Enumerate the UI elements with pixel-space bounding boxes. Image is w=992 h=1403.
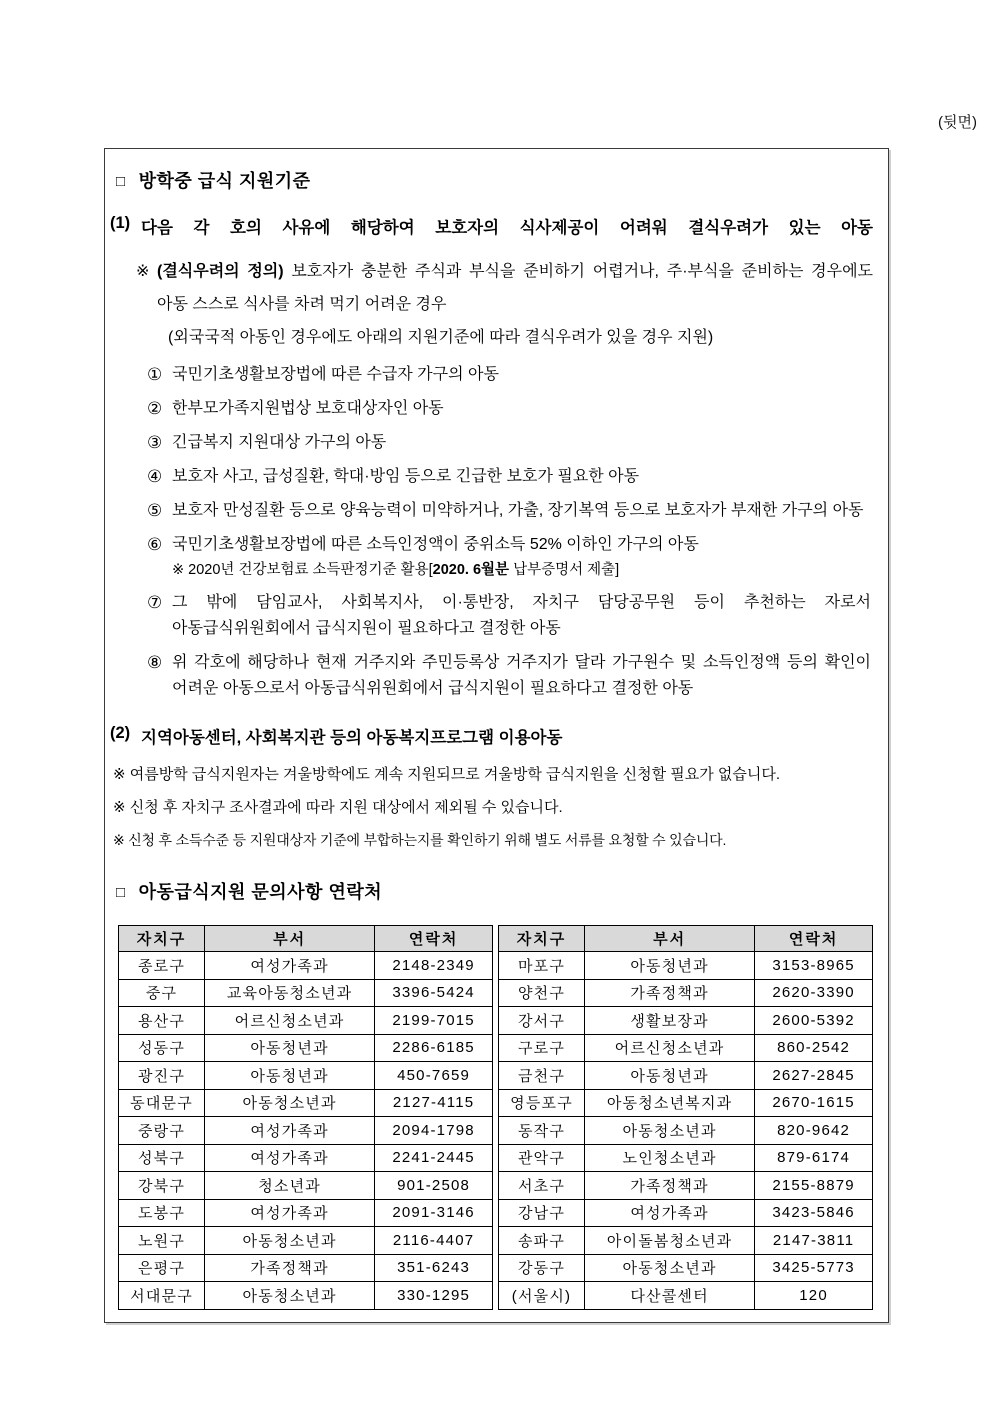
cell-department: 청소년과 — [205, 1172, 375, 1200]
cell-phone: 860-2542 — [755, 1034, 873, 1062]
column-header-department: 부서 — [205, 926, 375, 952]
cell-department: 아이돌봄청소년과 — [585, 1227, 755, 1255]
cell-department: 생활보장과 — [585, 1007, 755, 1035]
table-row — [499, 1282, 873, 1310]
numbered-item-text: 보호자 사고, 급성질환, 학대·방임 등으로 긴급한 보호가 필요한 아동 — [172, 468, 640, 485]
cell-phone: 2147-3811 — [755, 1227, 873, 1255]
cell-phone: 901-2508 — [375, 1172, 493, 1200]
table-row — [499, 1117, 873, 1145]
table-row — [119, 1034, 493, 1062]
cell-department: 아동청년과 — [205, 1034, 375, 1062]
cell-phone: 2094-1798 — [375, 1117, 493, 1145]
cell-district: 강남구 — [499, 1199, 585, 1227]
back-side-label: (뒷면) — [938, 114, 977, 131]
cell-department: 아동청소년과 — [205, 1227, 375, 1255]
numbered-item-text: 국민기초생활보장법에 따른 수급자 가구의 아동 — [172, 366, 499, 383]
table-row — [119, 1227, 493, 1255]
subsection-2-title-text: 지역아동센터, 사회복지관 등의 아동복지프로그램 이용아동 — [141, 729, 563, 747]
cell-phone: 879-6174 — [755, 1144, 873, 1172]
notice-line: ※ 신청 후 소득수준 등 지원대상자 기준에 부합하는지를 확인하기 위해 별도 서류를 요청할 수 있습니다. — [113, 832, 727, 848]
cell-department: 여성가족과 — [205, 1144, 375, 1172]
table-row — [119, 1172, 493, 1200]
table-header-row — [119, 926, 493, 952]
cell-phone: 3396-5424 — [375, 979, 493, 1007]
table-row — [499, 952, 873, 980]
cell-district: 서초구 — [499, 1172, 585, 1200]
table-row — [119, 952, 493, 980]
table-row — [499, 979, 873, 1007]
table-row — [499, 1254, 873, 1282]
cell-phone: 330-1295 — [375, 1282, 493, 1310]
cell-phone: 2286-6185 — [375, 1034, 493, 1062]
cell-district: (서울시) — [499, 1282, 585, 1310]
cell-department: 아동청소년복지과 — [585, 1089, 755, 1117]
cell-department: 여성가족과 — [205, 1117, 375, 1145]
numbered-item — [147, 650, 873, 702]
cell-department: 아동청소년과 — [205, 1089, 375, 1117]
cell-district: 성동구 — [119, 1034, 205, 1062]
cell-department: 아동청소년과 — [205, 1282, 375, 1310]
cell-department: 아동청년과 — [205, 1062, 375, 1090]
table-row — [499, 1089, 873, 1117]
definition-text — [157, 255, 873, 321]
cell-phone: 2091-3146 — [375, 1199, 493, 1227]
item-subnote: ※ 2020년 건강보험료 소득판정기준 활용[2020. 6월분 납부증명서 제출] — [172, 562, 620, 578]
table-row — [499, 1144, 873, 1172]
cell-district: 종로구 — [119, 952, 205, 980]
numbered-item — [147, 362, 873, 388]
numbered-item — [147, 396, 873, 422]
circled-number-icon: ③ — [147, 433, 163, 452]
subsection-1-title-text: 다음 각 호의 사유에 해당하여 보호자의 식사제공이 어려워 결식우려가 있는 아동 — [141, 219, 873, 237]
cell-department: 가족정책과 — [205, 1254, 375, 1282]
cell-department: 여성가족과 — [205, 1199, 375, 1227]
definition-paragraph — [136, 255, 873, 321]
cell-district: 금천구 — [499, 1062, 585, 1090]
cell-department: 아동청년과 — [585, 952, 755, 980]
cell-district: 영등포구 — [499, 1089, 585, 1117]
cell-department: 아동청소년과 — [585, 1117, 755, 1145]
circled-number-icon: ⑧ — [147, 653, 163, 672]
cell-district: 구로구 — [499, 1034, 585, 1062]
numbered-item-list — [147, 362, 873, 702]
cell-phone: 2670-1615 — [755, 1089, 873, 1117]
circled-number-icon: ⑦ — [147, 593, 163, 612]
cell-department: 여성가족과 — [205, 952, 375, 980]
subsection-1-title — [110, 214, 873, 238]
square-bullet-icon: □ — [116, 884, 126, 901]
cell-district: 관악구 — [499, 1144, 585, 1172]
cell-district: 양천구 — [499, 979, 585, 1007]
table-row — [119, 1199, 493, 1227]
document-border-box — [104, 148, 889, 1323]
square-bullet-icon: □ — [116, 173, 126, 190]
definition-body-text: 보호자가 충분한 주식과 부식을 준비하기 어렵거나, 주·부식을 준비하는 경우에도 아동 스스로 식사를 차려 먹기 어려운 경우 — [157, 263, 874, 313]
definition-bold-label: (결식우려의 정의) — [157, 263, 284, 280]
cell-department: 아동청소년과 — [585, 1254, 755, 1282]
cell-phone: 120 — [755, 1282, 873, 1310]
cell-phone: 450-7659 — [375, 1062, 493, 1090]
table-row — [119, 1062, 493, 1090]
circled-number-icon: ④ — [147, 467, 163, 486]
cell-department: 교육아동청소년과 — [205, 979, 375, 1007]
cell-district: 강북구 — [119, 1172, 205, 1200]
cell-department: 어르신청소년과 — [585, 1034, 755, 1062]
table-header-row — [499, 926, 873, 952]
cell-phone: 2116-4407 — [375, 1227, 493, 1255]
cell-district: 중랑구 — [119, 1117, 205, 1145]
numbered-item — [147, 532, 873, 582]
cell-department: 가족정책과 — [585, 979, 755, 1007]
table-row — [119, 1254, 493, 1282]
numbered-item-text: 위 각호에 해당하나 현재 거주지와 주민등록상 거주지가 달라 가구원수 및 소득인정액 등의 확인이 어려운 아동으로서 아동급식위원회에서 급식지원이 필요하다고 결정한 아동 — [172, 654, 871, 697]
circled-number-icon: ⑤ — [147, 501, 163, 520]
cell-district: 동대문구 — [119, 1089, 205, 1117]
cell-district: 동작구 — [499, 1117, 585, 1145]
cell-phone: 2620-3390 — [755, 979, 873, 1007]
table-row — [499, 1172, 873, 1200]
cell-district: 용산구 — [119, 1007, 205, 1035]
column-header-phone: 연락처 — [375, 926, 493, 952]
cell-district: 송파구 — [499, 1227, 585, 1255]
cell-department: 노인청소년과 — [585, 1144, 755, 1172]
table-row — [499, 1227, 873, 1255]
table-row — [499, 1062, 873, 1090]
cell-department: 아동청년과 — [585, 1062, 755, 1090]
numbered-item — [147, 590, 873, 642]
circled-number-icon: ① — [147, 365, 163, 384]
cell-district: 노원구 — [119, 1227, 205, 1255]
subsection-1-marker: (1) — [110, 214, 131, 232]
cell-phone: 2199-7015 — [375, 1007, 493, 1035]
table-row — [119, 1282, 493, 1310]
numbered-item-text: 한부모가족지원법상 보호대상자인 아동 — [172, 400, 444, 417]
contact-table-right — [498, 925, 873, 1310]
column-header-phone: 연락처 — [755, 926, 873, 952]
section-heading-contacts-text: 아동급식지원 문의사항 연락처 — [138, 882, 383, 902]
cell-department: 어르신청소년과 — [205, 1007, 375, 1035]
cell-department: 다산콜센터 — [585, 1282, 755, 1310]
cell-phone: 2241-2445 — [375, 1144, 493, 1172]
cell-phone: 351-6243 — [375, 1254, 493, 1282]
numbered-item — [147, 498, 873, 524]
section-heading-text: 방학중 급식 지원기준 — [138, 171, 311, 191]
subsection-2-marker: (2) — [110, 724, 131, 742]
cell-district: 도봉구 — [119, 1199, 205, 1227]
section-heading-contacts — [116, 878, 873, 904]
table-row — [499, 1007, 873, 1035]
column-header-district: 자치구 — [119, 926, 205, 952]
item-subnote-bold: 2020. 6월분 — [432, 562, 510, 578]
cell-district: 중구 — [119, 979, 205, 1007]
cell-phone: 2600-5392 — [755, 1007, 873, 1035]
cell-phone: 2627-2845 — [755, 1062, 873, 1090]
column-header-department: 부서 — [585, 926, 755, 952]
cell-phone: 2148-2349 — [375, 952, 493, 980]
numbered-item-text: 그 밖에 담임교사, 사회복지사, 이·통반장, 자치구 담당공무원 등이 추천하는 자로서 아동급식위원회에서 급식지원이 필요하다고 결정한 아동 — [172, 594, 871, 637]
numbered-item — [147, 430, 873, 456]
table-row — [119, 1007, 493, 1035]
notice-list — [113, 758, 873, 857]
cell-phone: 2155-8879 — [755, 1172, 873, 1200]
table-row — [119, 1144, 493, 1172]
table-row — [119, 979, 493, 1007]
circled-number-icon: ⑥ — [147, 535, 163, 554]
table-row — [119, 1089, 493, 1117]
numbered-item-text: 보호자 만성질환 등으로 양육능력이 미약하거나, 가출, 장기복역 등으로 보호자가 부재한 가구의 아동 — [172, 502, 864, 519]
reference-mark-icon: ※ — [136, 263, 150, 280]
circled-number-icon: ② — [147, 399, 163, 418]
numbered-item — [147, 464, 873, 490]
column-header-district: 자치구 — [499, 926, 585, 952]
cell-phone: 2127-4115 — [375, 1089, 493, 1117]
cell-district: 성북구 — [119, 1144, 205, 1172]
subsection-2-title — [110, 724, 873, 748]
numbered-item-text: 국민기초생활보장법에 따른 소득인정액이 중위소득 52% 이하인 가구의 아동 ※ 2020년 건강보험료 소득판정기준 활용[2020. 6월분 납부증명서 제출] — [172, 532, 873, 582]
cell-phone: 3425-5773 — [755, 1254, 873, 1282]
numbered-item-text: 긴급복지 지원대상 가구의 아동 — [172, 434, 387, 451]
table-row — [499, 1199, 873, 1227]
cell-phone: 820-9642 — [755, 1117, 873, 1145]
cell-district: 은평구 — [119, 1254, 205, 1282]
section-heading-meal-criteria — [116, 167, 873, 193]
notice-line: ※ 신청 후 자치구 조사결과에 따라 지원 대상에서 제외될 수 있습니다. — [113, 799, 563, 816]
contact-table-left — [118, 925, 493, 1310]
cell-phone: 3423-5846 — [755, 1199, 873, 1227]
cell-department: 여성가족과 — [585, 1199, 755, 1227]
cell-phone: 3153-8965 — [755, 952, 873, 980]
table-row — [499, 1034, 873, 1062]
cell-district: 강동구 — [499, 1254, 585, 1282]
foreign-nationality-note: (외국국적 아동인 경우에도 아래의 지원기준에 따라 결식우려가 있을 경우 지원) — [168, 329, 714, 346]
cell-district: 강서구 — [499, 1007, 585, 1035]
cell-district: 서대문구 — [119, 1282, 205, 1310]
cell-district: 광진구 — [119, 1062, 205, 1090]
table-row — [119, 1117, 493, 1145]
cell-district: 마포구 — [499, 952, 585, 980]
contact-table-wrapper — [118, 925, 873, 1310]
notice-line: ※ 여름방학 급식지원자는 겨울방학에도 계속 지원되므로 겨울방학 급식지원을 신청할 필요가 없습니다. — [113, 766, 780, 783]
cell-department: 가족정책과 — [585, 1172, 755, 1200]
